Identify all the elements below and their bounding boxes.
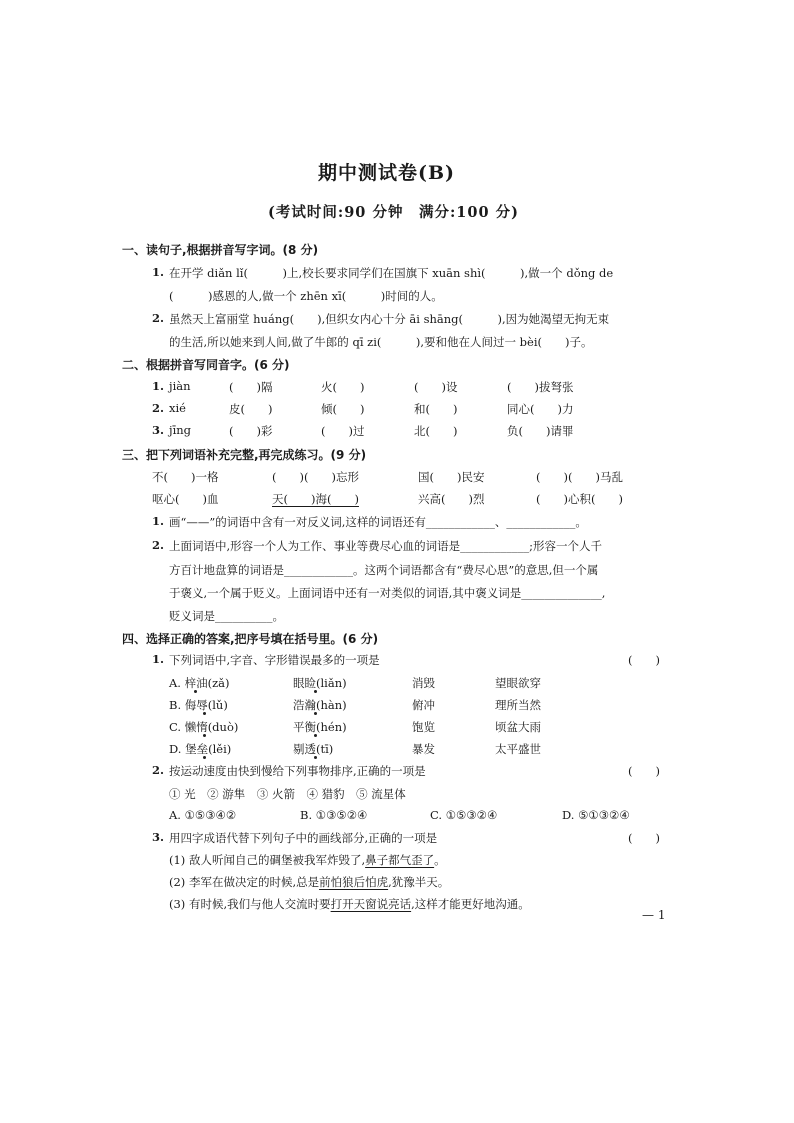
s3-q2-line2: 方百计地盘算的词语是____________。这两个词语都含有“费尽心思”的意思,但一个属: [169, 563, 599, 577]
underlined-phrase: 打开天窗说亮话: [330, 897, 412, 911]
s2-cell: ( )过: [321, 424, 365, 438]
s4-option: A. 梓油(zǎ): [169, 676, 230, 690]
underlined-phrase: 前怕狼后怕虎: [319, 875, 389, 889]
s3-word: ( )( )忘形: [272, 470, 359, 484]
emphasis-dot: [203, 734, 206, 737]
s3-word: ( )心积( ): [536, 492, 623, 506]
s2-cell: 皮( ): [229, 402, 273, 416]
page-subtitle: (考试时间:90 分钟 满分:100 分): [268, 204, 519, 221]
s4-q3-text: 用四字成语代替下列句子中的画线部分,正确的一项是: [169, 831, 438, 845]
s4-option: A. ①⑤③④②: [169, 808, 237, 822]
s1-q1-number: 1.: [152, 265, 165, 279]
emphasis-dot: [203, 756, 206, 759]
s4-option: C. 懒惰(duò): [169, 720, 239, 734]
s2-row-number: 1.: [152, 379, 165, 393]
s2-cell: 倾( ): [321, 402, 365, 416]
s3-word-underlined: 天( )海( ): [272, 492, 359, 506]
s1-q1-line1: 在开学 diǎn lǐ( )上,校长要求同学们在国旗下 xuān shì( ),做一个 dǒng de: [169, 266, 614, 280]
emphasis-dot: [314, 712, 317, 715]
s4-option: C. ①⑤③②④: [430, 808, 498, 822]
s3-q1-text: 画“——”的词语中含有一对反义词,这样的词语还有____________、____________。: [169, 515, 587, 529]
s2-row-number: 3.: [152, 423, 165, 437]
s1-q1-line2: ( )感恩的人,做一个 zhēn xī( )时间的人。: [169, 289, 443, 303]
emphasis-dot: [203, 712, 206, 715]
s4-option: 平衡(hén): [293, 720, 347, 734]
s4-option: D. ⑤①③②④: [562, 808, 630, 822]
s4-q2-number: 2.: [152, 763, 165, 777]
s2-cell: ( )彩: [229, 424, 273, 438]
s2-row-pinyin: xié: [169, 401, 186, 415]
underlined-phrase: 鼻子都气歪了: [365, 853, 435, 867]
s2-cell: 和( ): [414, 402, 458, 416]
s2-row-pinyin: jīng: [169, 423, 192, 437]
s4-q3-sentence-3: [169, 896, 530, 912]
s1-q2-number: 2.: [152, 311, 165, 325]
s1-q2-line2: 的生活,所以她来到人间,做了牛郎的 qī zi( ),要和他在人间过一 bèi( )子。: [169, 335, 593, 349]
s1-q2-line1: 虽然天上富丽堂 huáng( ),但织女内心十分 āi shāng( ),因为她渴望无拘无束: [169, 312, 610, 326]
s3-word: 兴高( )烈: [418, 492, 485, 506]
s4-option: 理所当然: [495, 698, 541, 712]
s3-word: 国( )民安: [418, 470, 485, 484]
s3-word: ( )( )马乱: [536, 470, 623, 484]
section-2-heading: 二、根据拼音写同音字。(6 分): [122, 358, 290, 372]
s2-cell: ( )设: [414, 380, 458, 394]
s4-q3-sentence-2: [169, 874, 449, 890]
s2-cell: 北( ): [414, 424, 458, 438]
s3-q1-number: 1.: [152, 514, 165, 528]
s4-option: 顷盆大雨: [495, 720, 541, 734]
s3-q2-number: 2.: [152, 538, 165, 552]
s2-cell: ( )隔: [229, 380, 273, 394]
s2-cell: ( )拔弩张: [507, 380, 574, 394]
s4-option: 消毁: [412, 676, 435, 690]
sentence-text: ,这样才能更好地沟通。: [411, 897, 530, 911]
s3-word: 不( )一格: [152, 470, 219, 484]
s4-option: 饱览: [412, 720, 435, 734]
s2-row-pinyin: jiàn: [169, 379, 191, 393]
s3-q2-line3: 于褒义,一个属于贬义。上面词语中还有一对类似的词语,其中褒义词是______________,: [169, 586, 606, 600]
sentence-text: ,犹豫半天。: [388, 875, 450, 889]
s4-q3-sentence-1: [169, 852, 446, 868]
s4-q2-text: 按运动速度由快到慢给下列事物排序,正确的一项是: [169, 764, 426, 778]
emphasis-dot: [314, 734, 317, 737]
s4-option: 望眼欲穿: [495, 676, 541, 690]
answer-parentheses: ( ): [628, 831, 660, 845]
section-4-heading: 四、选择正确的答案,把序号填在括号里。(6 分): [122, 632, 379, 646]
s4-option: B. 侮辱(lǔ): [169, 698, 228, 712]
page-title: 期中测试卷(B): [318, 162, 456, 184]
page-number: — 1: [642, 908, 666, 922]
s2-cell: 同心( )力: [507, 402, 574, 416]
sentence-text: (2) 李军在做决定的时候,总是: [169, 875, 320, 889]
sentence-text: 。: [434, 853, 446, 867]
s3-word: 呕心( )血: [152, 492, 219, 506]
section-3-heading: 三、把下列词语补充完整,再完成练习。(9 分): [122, 448, 367, 462]
emphasis-dot: [194, 690, 197, 693]
emphasis-dot: [314, 756, 317, 759]
s4-q1-text: 下列词语中,字音、字形错误最多的一项是: [169, 653, 380, 667]
s4-q1-number: 1.: [152, 652, 165, 666]
s4-option: 暴发: [412, 742, 435, 756]
s4-option: 浩瀚(hàn): [293, 698, 347, 712]
s4-option: 剔透(tī): [293, 742, 334, 756]
sentence-text: (1) 敌人听闻自己的碉堡被我军炸毁了,: [169, 853, 366, 867]
s4-option: 太平盛世: [495, 742, 541, 756]
s4-option: 俯冲: [412, 698, 435, 712]
emphasis-dot: [314, 690, 317, 693]
section-1-heading: 一、读句子,根据拼音写字词。(8 分): [122, 243, 319, 257]
s3-q2-line1: 上面词语中,形容一个人为工作、事业等费尽心血的词语是____________;形容一个人千: [169, 539, 603, 553]
answer-parentheses: ( ): [628, 653, 660, 667]
answer-parentheses: ( ): [628, 764, 660, 778]
s4-option: 眼睑(liǎn): [293, 676, 347, 690]
s2-row-number: 2.: [152, 401, 165, 415]
s2-cell: 负( )请罪: [507, 424, 574, 438]
s4-q2-items: ① 光 ② 游隼 ③ 火箭 ④ 猎豹 ⑤ 流星体: [169, 787, 406, 801]
sentence-text: (3) 有时候,我们与他人交流时要: [169, 897, 331, 911]
s3-q2-line4: 贬义词是__________。: [169, 609, 284, 623]
s4-option: B. ①③⑤②④: [300, 808, 368, 822]
s4-q3-number: 3.: [152, 830, 165, 844]
s4-option: D. 堡垒(lěi): [169, 742, 232, 756]
s2-cell: 火( ): [321, 380, 365, 394]
